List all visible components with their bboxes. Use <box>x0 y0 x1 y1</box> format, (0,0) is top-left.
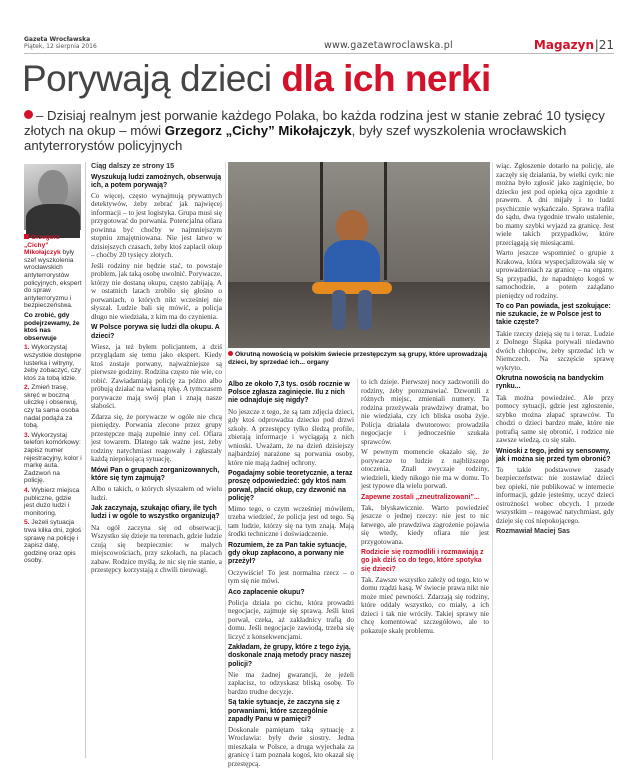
interview-question: Wnioski z tego, jedni sy sensowny, jak i można się przed tym obronić? <box>496 447 611 463</box>
article-photo <box>228 162 490 348</box>
portrait-caption-text: były szef wyszkolenia wrocławskich antyterrorystów policyjnych, ekspert do spraw antyterroryzmu i bezpieczeństwa. <box>24 249 82 310</box>
photo-child-leg-right <box>358 290 372 330</box>
column-divider <box>492 162 493 760</box>
masthead <box>24 36 614 58</box>
headline-part-2: dla ich nerki <box>281 58 491 99</box>
photo-swing-chain-right <box>384 162 387 280</box>
interview-answer: to ich dzieje. Pierwszej nocy zadzwonili do rodziny, żeby porozmawiać. Dzwonili z różnych miejsc, zmieniali numery. Ta rodzina przeżywała prawdziwy dramat, bo nie wiedziała, czy ich bliska osoba żyje. Policja działała dwutorowo: prowadziła negocjacje i jednocześnie szukała sprawców. <box>361 378 489 446</box>
interview-answer: Co więcej, często wynajmują prywatnych detektywów, żeby zebrać jak najwięcej informacji – to jest logistyka. Grupa musi się przygotować do porwania. Potencjalna ofiara powinna być choćby w najmniejszym stopniu zmajętniowana. Nie jest łatwo w dzisiejszych czasach, żeby ktoś zapłacił okup – choćby 20 tysięcy złotych. <box>91 191 222 260</box>
column-1 <box>91 162 222 760</box>
interview-question: Rozumiem, że za Pan takie sytuacje, gdy okup zapłacono, a porwany nie przeżył? <box>228 541 347 566</box>
continued-note: Ciąg dalszy ze strony 15 <box>91 161 175 170</box>
column-4 <box>496 162 614 760</box>
photo-caption-text: Okrutną nowością w polskim świecie przestępczym są grupy, które uprowadzają dzieci, by sprzedać ich... organy <box>228 351 487 366</box>
portrait-photo <box>24 164 81 230</box>
column-3 <box>361 378 489 760</box>
interview-answer: Tak. Zawsze wszystko zależy od tego, kto w domu rządzi kasą. W świecie prawa nikt nie może mieć pewności. Zdarzają się rodziny, które oddały wszystko, co miały, a ich dzieci i tak nie wróciły. Takiej sprawy nie chcę komentować szczegółowo, ale to pokazuje skalę problemu. <box>361 575 489 635</box>
tip-item <box>24 519 82 565</box>
tip-item <box>24 344 82 382</box>
tip-item <box>24 432 82 485</box>
masthead-rule <box>24 53 614 54</box>
interview-answer: Jeśli rodziny nie będzie stać, to powstaje problem, jak taką osobę uwolnić. Porywacze, którzy nie dostaną okupu, często zabijają. A w ostatnich latach zrobiło się głośno o porwaniach, o których nikt wcześniej nie słyszał. Ludzie bali się mówić, a policja długo nie wiedziała, z kim ma do czynienia. <box>91 261 222 321</box>
interview-question: Wyszukują ludzi zamożnych, obserwują ich, a potem porywają? <box>91 173 222 189</box>
headline <box>22 57 622 101</box>
interview-answer: Tak, błyskawicznie. Warto powiedzieć jeszcze o jednej rzeczy: nie jest to nic łatwego, ale prawdziwa zagrożenie pojawia się wtedy, kiedy ofiara nie jest przygotowana. <box>361 503 489 546</box>
tip-number: 5. <box>24 519 30 527</box>
interview-answer: Mimo tego, o czym wcześniej mówiłem, trzeba wiedzieć, że policja jest od tego. Są tam ludzie, którzy się na tym znają. Mają środki techniczne i doświadczenie. <box>228 504 354 539</box>
interview-answer: Policja działa po cichu, która prowadzi negocjacje, zajmuje się sprawą. Jeśli ktoś porwał, czeka, aż zakładnicy trafią do domu. Jeśli negocjacje zawiodą, trzeba się liczyć z konsekwencjami. <box>228 598 354 641</box>
interview-answer: No jeszcze z tego, że są tam zdjęcia dzieci, gdy ktoś odprowadza dziecko pod drzwi szkoły. A przestępcy tylko śledzą profile, zbierają informacje i wyciągają z nich wnioski. Uważam, że na dzień dzisiejszy najbardziej narażone są porwania osoby, które nie mają żadnej ochrony. <box>228 407 354 467</box>
column-2-body <box>228 381 354 768</box>
headline-part-1: Porywają dzieci <box>22 58 282 99</box>
interview-answer: Doskonale pamiętam taką sytuację z Wrocławia: były dwie siostry. Jedna mieszkała w Polsce, a druga wyjechała za granicę i tam poznała kogoś, kto okazał się przestępcą. <box>228 725 354 768</box>
column-2 <box>228 378 354 768</box>
tip-text: Wykorzystaj telefon komórkowy: zapisz numer rejestracyjny, kolor i markę auta. Zadzwoń na policję. <box>24 431 82 485</box>
column-divider <box>225 162 226 760</box>
interview-answer: Na ogół zaczyna się od obserwacji. Wszystko się dzieje na terenach, gdzie ludzie czują się bezpiecznie: w małych miejscowościach, przy szkołach, na placach zabaw. Rodzice myślą, że nic się nie stanie, a przestępcy korzystają z chwili nieuwagi. <box>91 523 222 575</box>
interview-question: Są takie sytuacje, że zaczyna się z porwaniami, które szczególnie zapadły Panu w pamięci? <box>228 699 340 723</box>
interview-answer: To takie podstawowe zasady bezpieczeństwa: nie zostawiać dzieci bez opieki, nie publikować w internecie informacji, gdzie jesteśmy, uczyć dzieci ostrożności wobec obcych. I przede wszystkim – reagować natychmiast, gdy dzieje się coś niepokojącego. <box>496 465 614 525</box>
lead-name: Grzegorz „Cichy” Mikołajczyk <box>164 123 352 138</box>
interview-question: Albo ze około 7,3 tys. osób rocznie w Polsce zgłasza zaginięcie. Ilu z nich nie odnajduje się nigdy? <box>228 381 350 405</box>
tips-title: Co zrobić, gdy podejrzewamy, że ktoś nas obserwuje <box>24 311 80 342</box>
interview-question: Zakładam, że grupy, które z tego żyją, doskonale znają metody pracy naszej policji? <box>228 644 351 668</box>
column-3-body <box>361 378 489 635</box>
portrait-head <box>38 170 68 208</box>
publication-name: Gazeta Wrocławska <box>24 36 91 43</box>
lead-text-2: , były szef wyszkolenia wrocławskich antyterrorystów policyjnych <box>24 123 567 153</box>
tip-item <box>24 384 82 430</box>
portrait-caption <box>24 234 82 310</box>
interview-question: Jak zaczynają, szukając ofiary, ile tych ludzi i w ogóle to wszystko organizują? <box>91 505 220 521</box>
tip-text: Zmień trasę, skręć w boczną uliczkę i obserwuj, czy ta sama osoba nadal podąża za tobą. <box>24 384 79 430</box>
tip-number: 2. <box>24 384 30 392</box>
interview-answer: Nie ma żadnej gwarancji, że jeżeli zapłacisz, to odzyskasz bliską osobę. To bardzo trudne decyzje. <box>228 670 354 696</box>
interview-answer: Albo o takich, o których słyszałem od wielu ludzi. <box>91 485 222 502</box>
bullet-icon <box>228 351 233 356</box>
photo-swing-seat <box>312 282 392 294</box>
square-bullet-icon <box>24 234 29 239</box>
masthead-publication-block <box>24 36 97 50</box>
tip-item <box>24 487 82 517</box>
tips-list <box>24 344 82 565</box>
interview-answer: Wiesz, ja też byłem policjantem, a dziś przyglądam się temu jako ekspert. Kiedy ktoś zostaje porwany, najważniejsze są pierwsze godziny. Rodzina często nie wie, co robić. Zawiadamiają policję za późno albo próbują działać na własną rękę. A tymczasem porywacze mają swój plan i znają nasze słabości. <box>91 342 222 411</box>
interview-question: W Polsce porywa się ludzi dla okupu. A dzieci? <box>91 324 220 340</box>
tip-number: 3. <box>24 431 30 439</box>
column-divider <box>357 378 358 760</box>
author-credit: Rozmawiał Maciej Sas <box>496 528 570 536</box>
tip-number: 4. <box>24 487 30 494</box>
interview-question: Mówi Pan o grupach zorganizowanych, które się tym zajmują? <box>91 466 220 483</box>
portrait-caption-name: Grzegorz „Cichy” Mikołajczyk <box>24 234 61 257</box>
photo-child-leg-left <box>332 290 346 330</box>
interview-question-highlight: Rodzicie się rozmodlili i rozmawiają z go jak dziś co do tego, które spotyka się dzieci? <box>361 549 484 573</box>
sidebar-divider <box>85 162 86 758</box>
column-1-body <box>91 174 222 575</box>
photo-caption <box>228 351 490 367</box>
tip-text: Jeżeli sytuacja trwa kilka dni, zgłoś sprawę na policję i zapisz datę, godzinę oraz opis osoby. <box>24 519 82 565</box>
interview-answer: Takie rzeczy dzieją się tu i teraz. Ludzie z Dolnego Śląska porywali niedawno dwóch chłopców, żeby sprzedać ich w Niemczech. Na szczęście sprawę wykryto. <box>496 329 614 372</box>
interview-question: Pogadajmy sobie teoretycznie, a teraz proszę odpowiedzieć: gdy ktoś nam porwał, płacić okup, czy dzwonić na policję? <box>228 470 353 502</box>
interview-question: To co Pan powiada, jest szokujące: nie szukacie, że w Polsce jest to takie częste? <box>496 303 611 327</box>
photo-child-head <box>336 210 368 244</box>
interview-answer: W pewnym momencie okazało się, że porywacze to ludzie z najbliższego otoczenia. Znali zwyczaje rodziny, wiedzieli, kiedy nikogo nie ma w domu. To jest typowe dla wielu porwań. <box>361 448 489 490</box>
interview-answer: wiąc. Zgłoszenie dotarło na policję, ale zaczęły się działania, by wielki cyrk: nie można było zgłosić jako zaginięcie, bo dziecko jest pod opieką ojca zgodnie z prawem. A dni mijały i to ludzi psychicznie wykańczało. Sprawa trafiła do sądu, dwa tygodnie trwało ustalenie, bo mamy szybki wyjazd za granicę. Jest wiele takich przypadków, które przeciągają się miesiącami. <box>496 162 614 247</box>
photo-child-body <box>324 240 380 288</box>
tip-text: Wybierz miejsca publiczne, gdzie jest dużo ludzi i monitoring. <box>24 487 80 517</box>
column-4-body <box>496 162 614 525</box>
interview-question-highlight: Zapewne zostali „zneutralizowani”... <box>361 493 480 501</box>
bullet-icon <box>24 110 33 119</box>
interview-answer: Tak można powiedzieć. Ale przy pomocy sytuacji, gdzie jest zgłoszenie, szybko można złapać sprawców. Tu chodzi o dzieci bardzo małe, które nie potrafią same się obronić, i rodzice nie zawsze wiedzą, co się stało. <box>496 393 614 445</box>
tip-number: 1. <box>24 344 30 352</box>
interview-question: Aco zapłacenie okupu? <box>228 588 305 596</box>
interview-answer: Warto jeszcze wspomnieć o grupie z Krakowa, która wyspecjalizowała się w uprowadzeniach za granicę – na organy. Są przypadki, że napadnięto kogoś w samochodzie, a potem zażądano pieniędzy od rodziny. <box>496 249 614 300</box>
website-url[interactable]: www.gazetawroclawska.pl <box>324 40 453 51</box>
portrait-body <box>26 204 80 238</box>
interview-answer: Oczywiście! To jest normalna rzecz – o tym się nie mówi. <box>228 568 354 586</box>
tip-text: Wykorzystaj wszystkie dostępne lusterka i witryny, żeby zobaczyć, czy ktoś za tobą idzie. <box>24 344 82 382</box>
interview-answer: Zdarza się, że porywacze w ogóle nie chcą pieniędzy. Porwania zlecone przez grupy przestępcze mają zupełnie inny cel. Ofiara jest towarem. Dlatego tak ważne jest, żeby rodziny natychmiast reagowały i zgłaszały każdą niepokojącą sytuację. <box>91 412 222 464</box>
lead-text-1: – Dzisiaj realnym jest porwanie każdego Polaka, bo każda rodzina jest w stanie zebrać 10 tysięcy złotych na okup – mówi <box>24 108 605 138</box>
page-number: |21 <box>594 38 614 52</box>
section-name: Magazyn <box>533 38 594 52</box>
publication-date: Piątek, 12 sierpnia 2016 <box>24 43 97 50</box>
sidebar <box>24 234 82 567</box>
lead-paragraph <box>24 108 614 153</box>
interview-question: Okrutna nowością na bandyckim rynku... <box>496 375 604 391</box>
photo-swing-chain-left <box>320 162 323 280</box>
